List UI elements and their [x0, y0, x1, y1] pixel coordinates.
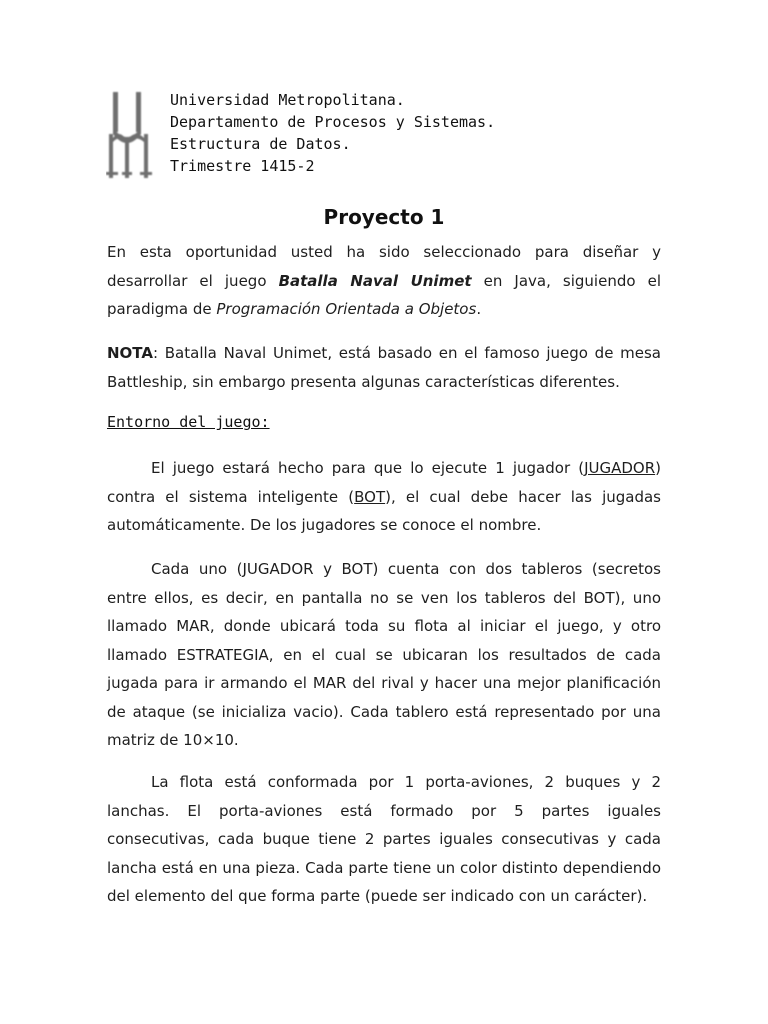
text-span: : Batalla Naval Unimet, está basado en el famoso juego de mesa [152, 344, 661, 362]
text-line: entre ellos, es decir, en pantalla no se ven los tableros del BOT), uno [107, 588, 661, 607]
text-line [107, 295, 661, 324]
text-span: desarrollar el juego [107, 271, 279, 290]
header-university: Universidad Metropolitana. [170, 91, 405, 109]
text-line [107, 267, 661, 296]
text-span: . [476, 300, 482, 318]
text-line: llamado ESTRATEGIA, en el cual se ubicaran los resultados de cada [107, 645, 661, 664]
paragraph-players [107, 454, 661, 540]
header-term: Trimestre 1415-2 [170, 157, 315, 175]
text-line [107, 454, 661, 483]
header-department: Departamento de Procesos y Sistemas. [170, 113, 496, 131]
text-line: Cada uno (JUGADOR y BOT) cuenta con dos tableros (secretos [151, 560, 661, 578]
game-name: Batalla Naval Unimet [278, 271, 472, 290]
text-span: ), el cual debe hacer las jugadas [385, 487, 661, 506]
text-line: de ataque (se inicializa vacio). Cada tablero está representado por una [107, 702, 661, 721]
bot-term: BOT [354, 487, 386, 506]
text-line [107, 339, 661, 368]
text-line: jugada para ir armando el MAR del rival y hacer una mejor planificación [107, 674, 661, 692]
text-span: ) [655, 459, 661, 477]
player-term: JUGADOR [584, 459, 656, 477]
text-line: automáticamente. De los jugadores se conoce el nombre. [107, 516, 542, 534]
text-line: consecutivas, cada buque tiene 2 partes iguales consecutivas y cada [107, 830, 661, 848]
text-line: La flota está conformada por 1 porta-aviones, 2 buques y 2 [151, 773, 661, 791]
paragraph-fleet [107, 768, 661, 911]
text-span: paradigma de [107, 300, 217, 318]
text-span: El juego estará hecho para que lo ejecute 1 jugador ( [151, 459, 585, 477]
page-title: Proyecto 1 [323, 205, 445, 229]
text-line: llamado MAR, donde ubicará toda su flota al iniciar el juego, y otro [107, 617, 661, 635]
section-heading: Entorno del juego: [107, 413, 270, 431]
text-line: Battleship, sin embargo presenta algunas características diferentes. [107, 372, 620, 391]
note-label: NOTA [107, 344, 153, 362]
paragraph-boards [107, 555, 661, 755]
header-block [170, 89, 495, 177]
paradigm-name: Programación Orientada a Objetos [216, 300, 477, 318]
text-line: matriz de 10×10. [107, 731, 239, 749]
text-line [107, 483, 661, 512]
text-line: lancha está en una pieza. Cada parte tiene un color distinto dependiendo [107, 858, 661, 877]
note-paragraph [107, 339, 661, 396]
text-line: En esta oportunidad usted ha sido seleccionado para diseñar y [107, 243, 661, 261]
text-line: del elemento del que forma parte (puede ser indicado con un carácter). [107, 887, 648, 905]
text-line: lanchas. El porta-aviones está formado por 5 partes iguales [107, 801, 661, 820]
intro-paragraph [107, 238, 661, 324]
header-course: Estructura de Datos. [170, 135, 351, 153]
university-logo-icon [106, 86, 156, 182]
text-span: en Java, siguiendo el [471, 271, 661, 290]
text-span: contra el sistema inteligente ( [107, 487, 355, 506]
